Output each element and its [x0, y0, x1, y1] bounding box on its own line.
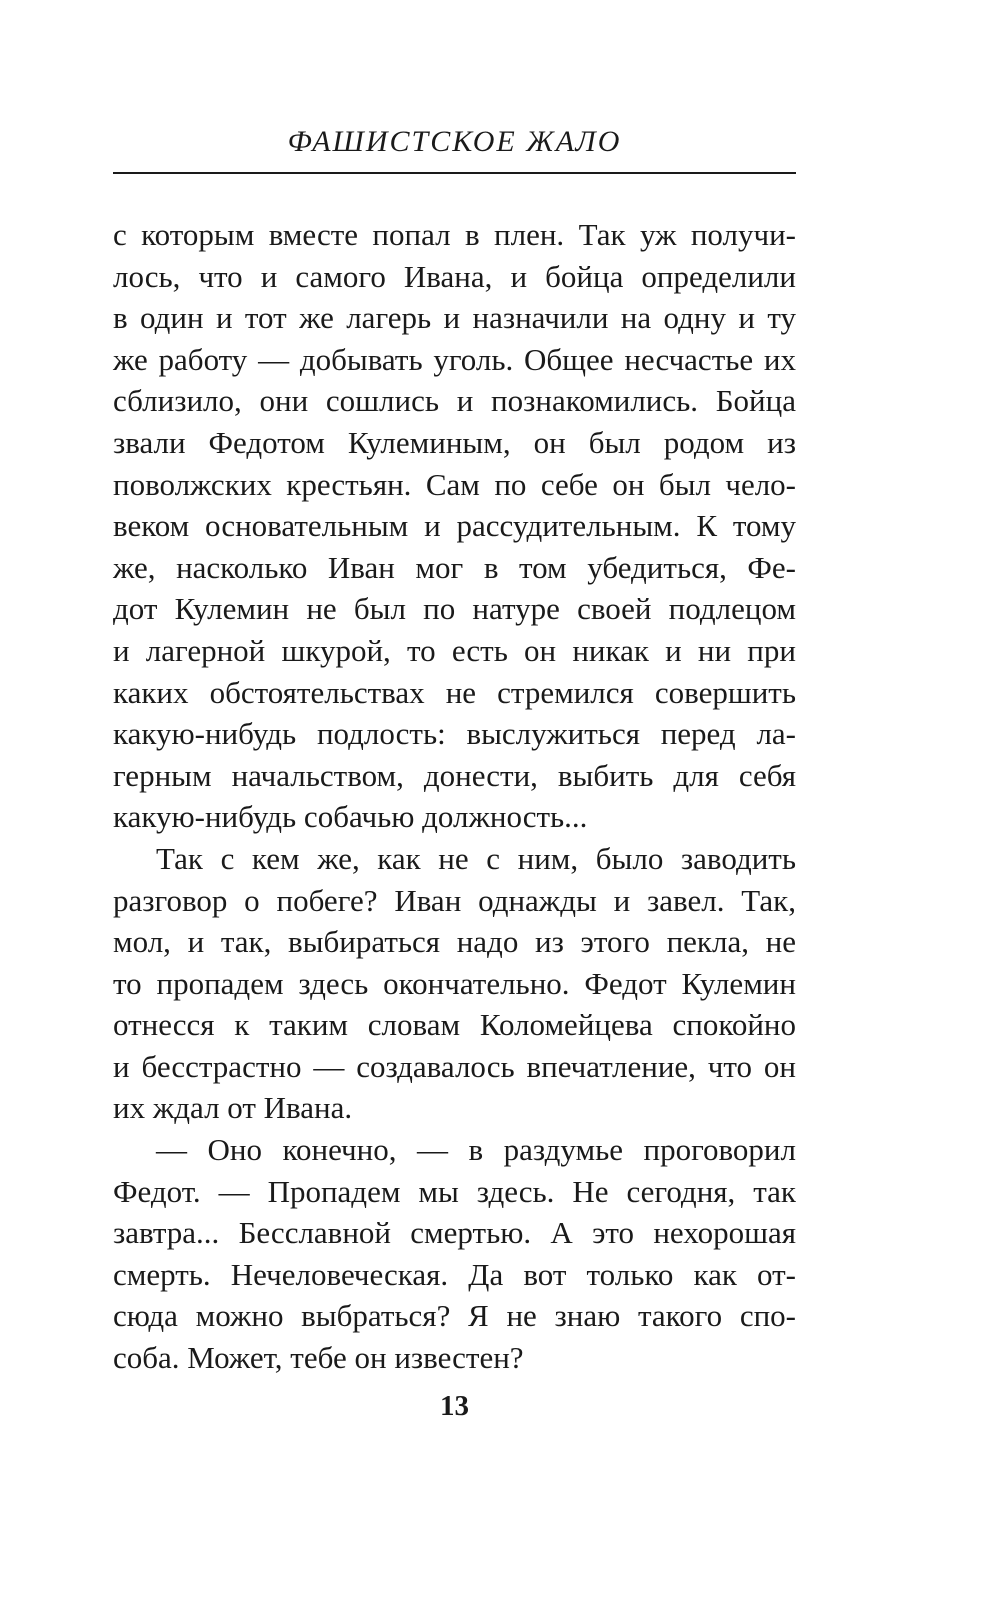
- text-line: какую-нибудь собачью должность...: [113, 799, 588, 835]
- text-line: сюда можно выбраться? Я не знаю такого спо-: [113, 1298, 796, 1334]
- text-line: их ждал от Ивана.: [113, 1090, 353, 1126]
- paragraph: [113, 214, 796, 838]
- text-line: — Оно конечно, — в раздумье проговорил: [156, 1132, 796, 1168]
- text-line: сблизило, они сошлись и познакомились. Бойца: [113, 383, 796, 419]
- text-line: же работу — добывать уголь. Общее несчастье их: [113, 341, 796, 377]
- text-line: и лагерной шкурой, то есть он никак и ни при: [113, 632, 796, 668]
- text-line: отнесся к таким словам Коломейцева спокойно: [113, 1007, 796, 1043]
- text-line: разговор о побеге? Иван однажды и завел. Так,: [113, 882, 796, 918]
- text-line: герным начальством, донести, выбить для себя: [113, 757, 796, 793]
- text-line: в один и тот же лагерь и назначили на одну и ту: [113, 300, 796, 336]
- text-line: лось, что и самого Ивана, и бойца определили: [113, 258, 796, 294]
- paragraph: [113, 1129, 796, 1379]
- text-line: и бесстрастно — создавалось впечатление, что он: [113, 1048, 796, 1084]
- paragraph: [113, 838, 796, 1129]
- text-line: то пропадем здесь окончательно. Федот Кулемин: [113, 965, 796, 1001]
- text-line: веком основательным и рассудительным. К тому: [113, 508, 796, 544]
- text-line: каких обстоятельствах не стремился совершить: [113, 674, 796, 710]
- body-text: [113, 214, 796, 1379]
- text-line: смерть. Нечеловеческая. Да вот только как от-: [113, 1256, 796, 1292]
- text-line: дот Кулемин не был по натуре своей подлецом: [113, 591, 796, 627]
- text-line: завтра... Бесславной смертью. А это нехорошая: [113, 1215, 796, 1251]
- text-line: с которым вместе попал в плен. Так уж получи-: [113, 217, 796, 252]
- text-line: Так с кем же, как не с ним, было заводить: [156, 840, 796, 876]
- header-rule: [113, 172, 796, 174]
- text-line: же, насколько Иван мог в том убедиться, Фе-: [113, 549, 796, 585]
- text-line: звали Федотом Кулеминым, он был родом из: [113, 424, 796, 460]
- running-head: ФАШИСТСКОЕ ЖАЛО: [287, 125, 622, 158]
- page-number: 13: [440, 1390, 469, 1422]
- text-line: поволжских крестьян. Сам по себе он был чело-: [113, 466, 796, 502]
- text-line: Федот. — Пропадем мы здесь. Не сегодня, так: [113, 1173, 796, 1209]
- text-line: какую-нибудь подлость: выслужиться перед ла-: [113, 716, 796, 752]
- text-line: мол, и так, выбираться надо из этого пекла, не: [113, 924, 796, 960]
- text-line: соба. Может, тебе он известен?: [113, 1340, 524, 1376]
